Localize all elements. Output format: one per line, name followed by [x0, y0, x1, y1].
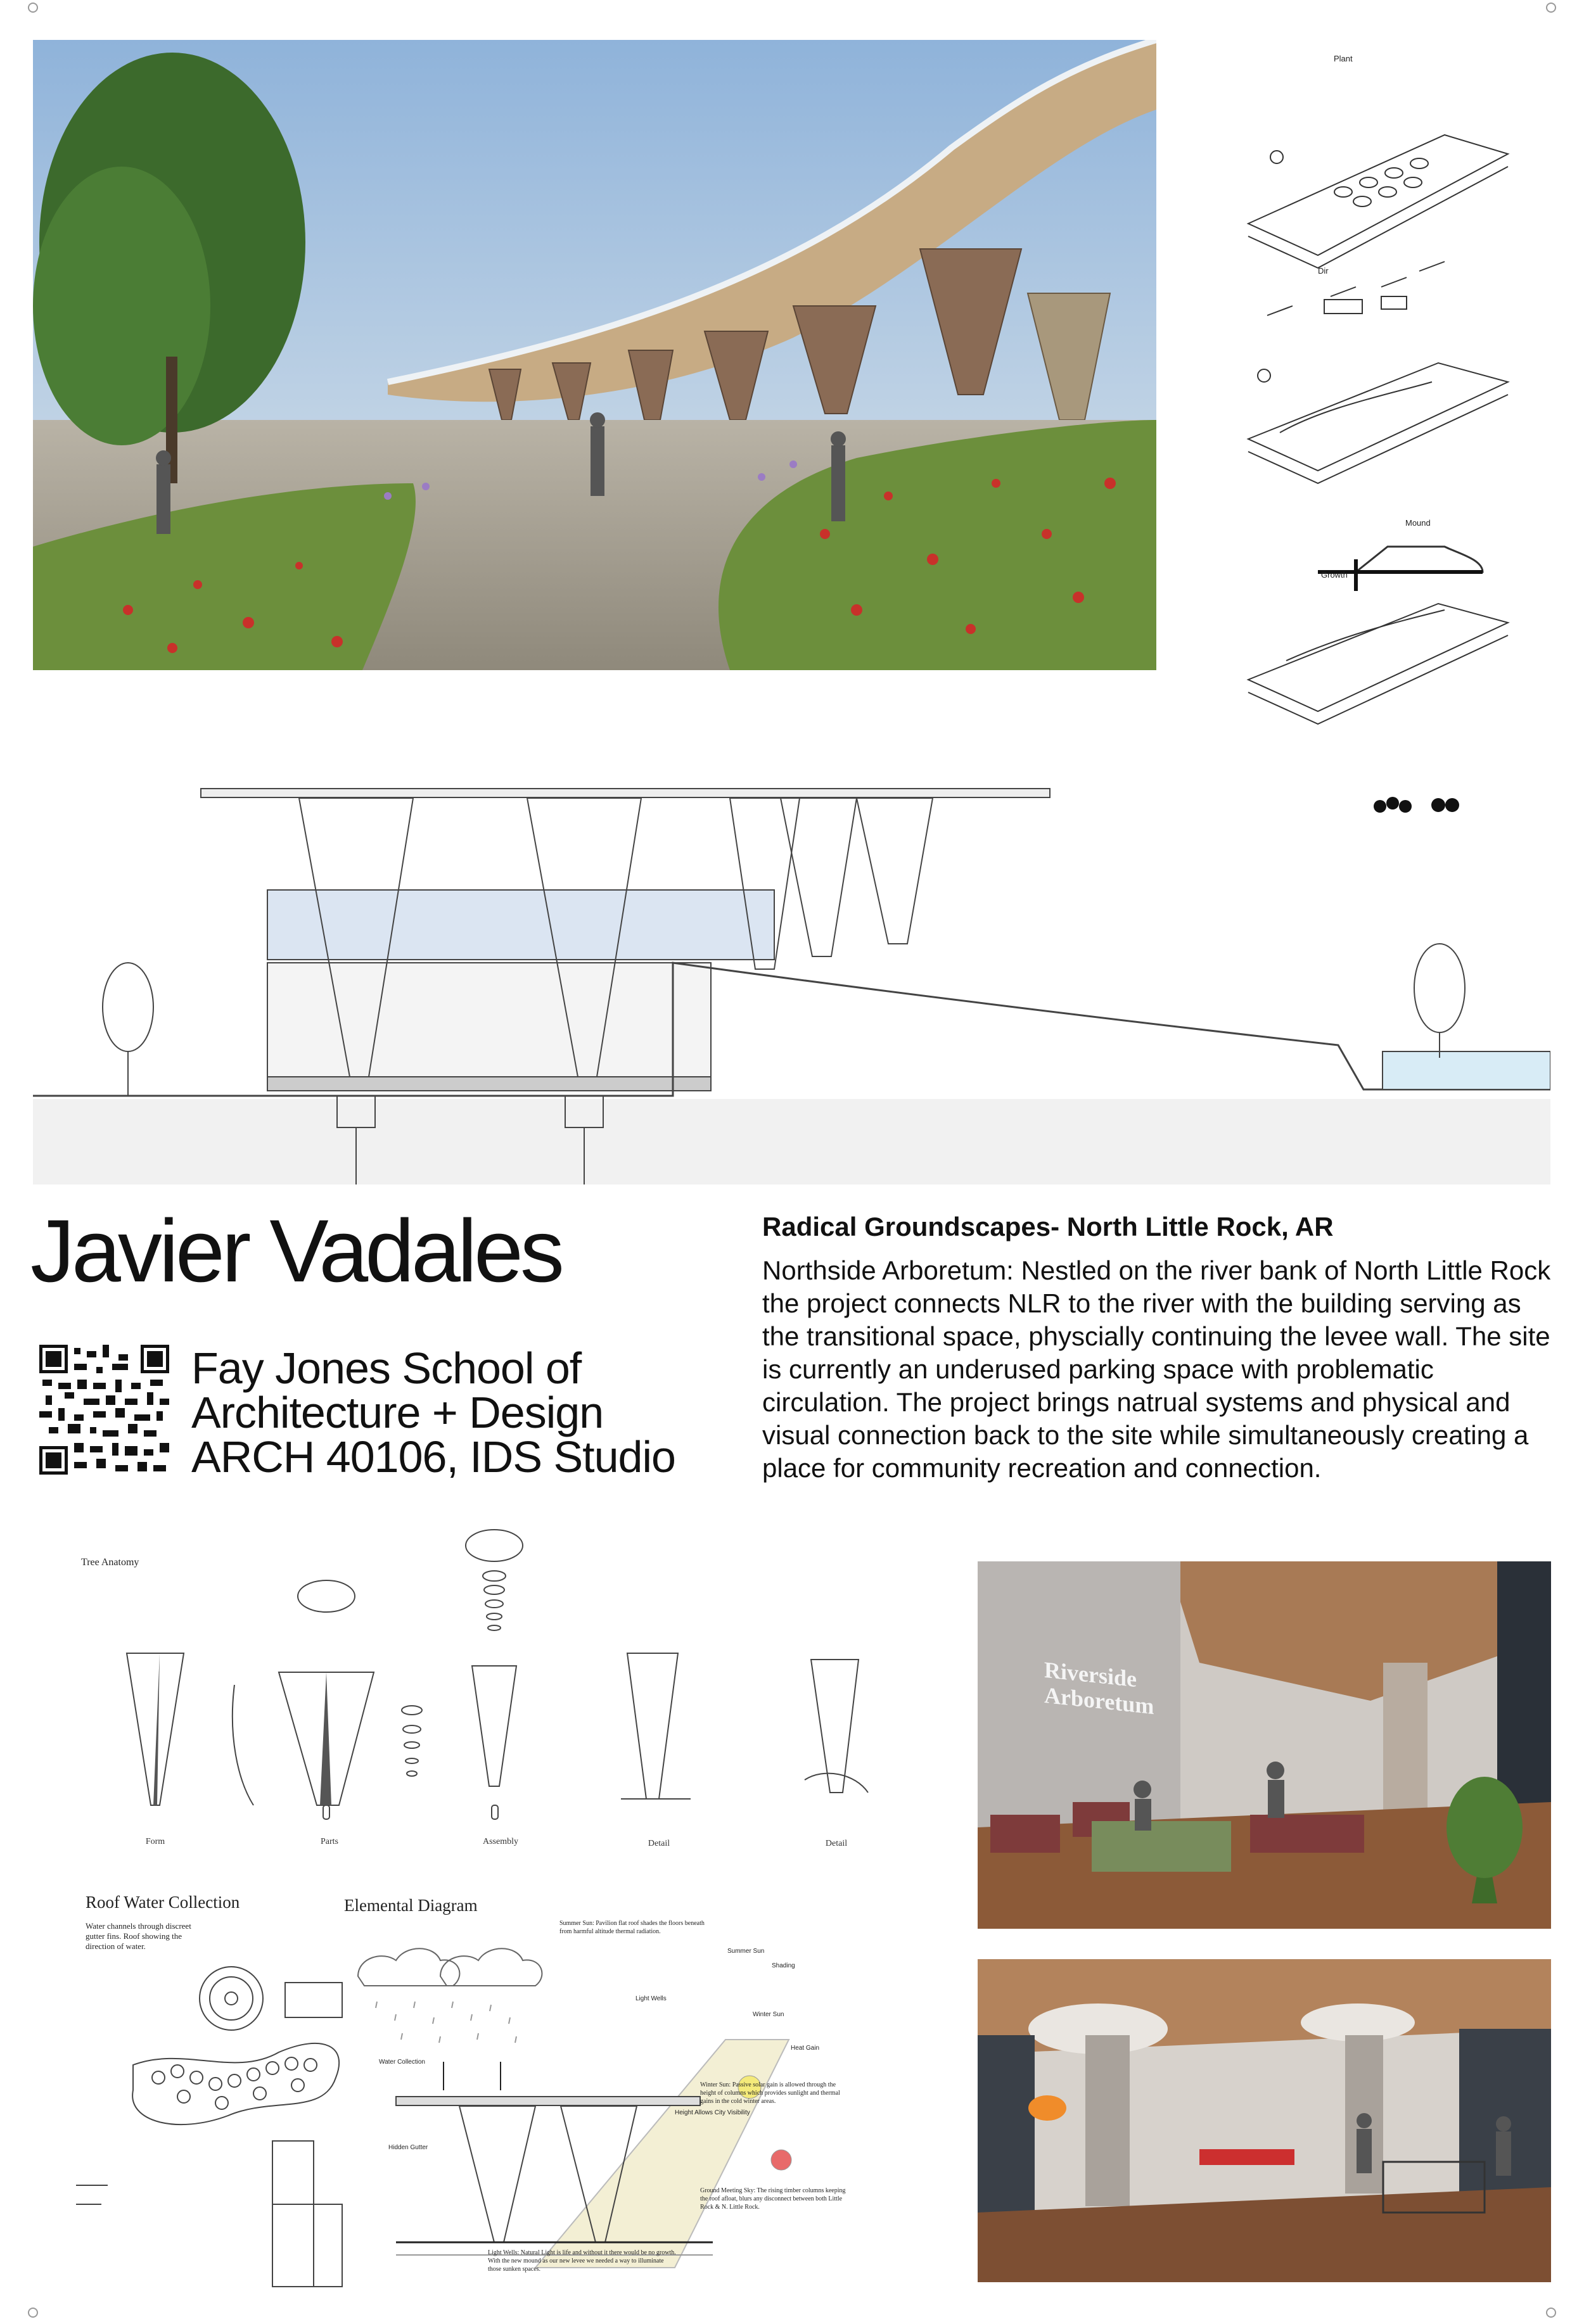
- ground-note: Ground Meeting Sky: The rising timber columns keeping the roof afloat, blurs any disconnect between both Little Rock & N. Little Rock.: [700, 2187, 846, 2211]
- mound-label: Mound: [1405, 518, 1431, 528]
- plant-label: Plant: [1334, 54, 1353, 63]
- winter-note: Winter Sun: Passive solar gain is allowed through the height of columns which provides sunlight and thermal gains in the cold winter areas.: [700, 2081, 840, 2105]
- anatomy-label-parts: Parts: [321, 1837, 338, 1846]
- roof-water-title: Roof Water Collection: [86, 1893, 240, 1912]
- summer-note-text: Pavilion flat roof shades the floors beneath from harmful altitude thermal radiation.: [559, 1920, 705, 1935]
- school-line-3: ARCH 40106, IDS Studio: [191, 1432, 675, 1482]
- tree-anatomy-diagram: [120, 1527, 900, 1824]
- anatomy-label-detail: Detail: [648, 1839, 670, 1848]
- registration-mark: [1546, 3, 1556, 13]
- elemental-title: Elemental Diagram: [344, 1896, 478, 1915]
- winter-sun-label: Winter Sun: [753, 2011, 784, 2018]
- interior-rendering-hall: [978, 1959, 1551, 2282]
- summer-note-title: Summer Sun:: [559, 1920, 594, 1927]
- interior-sign-line-1: Riverside: [1044, 1656, 1137, 1692]
- light-wells-label: Light Wells: [636, 1995, 667, 2002]
- summer-note: [559, 1919, 712, 1936]
- axonometric-diagrams: [1229, 78, 1559, 819]
- growth-label: Growth: [1321, 570, 1348, 580]
- registration-mark: [28, 3, 38, 13]
- summer-sun-label: Summer Sun: [727, 1948, 765, 1955]
- dir-label: Dir: [1318, 266, 1329, 276]
- tree-anatomy-title: Tree Anatomy: [81, 1557, 139, 1568]
- interior-rendering-lobby: [978, 1561, 1551, 1929]
- roof-water-text: Water channels through discreet gutter fins. Roof showing the direction of water.: [86, 1921, 191, 1951]
- project-description: Northside Arboretum: Nestled on the river bank of North Little Rock the project connects NLR to the river with the building serving as the transitional space, physcially continuing the levee wall. The site is currently an underused parking space with problematic circulation. The project brings natrual systems and physical and visual connection back to the site while simultaneously creating a place for community recreation and connection.: [762, 1255, 1551, 1483]
- interior-sign-line-2: Arboretum: [1044, 1682, 1154, 1720]
- author-name: Javier Vadales: [30, 1201, 561, 1300]
- heat-gain-label: Heat Gain: [791, 2045, 820, 2052]
- registration-mark: [28, 2308, 38, 2318]
- project-title: Radical Groundscapes- North Little Rock, AR: [762, 1212, 1334, 1241]
- light-wells-note: Light Wells: Natural Light is life and without it there would be no growth. With the new mound as our new levee we needed a way to illuminate those sunken spaces.: [488, 2249, 676, 2273]
- water-collection-label: Water Collection: [379, 2059, 425, 2066]
- height-visibility-label: Height Allows City Visibility: [675, 2109, 750, 2116]
- section-drawing: [33, 779, 1550, 1184]
- anatomy-label-detail-2: Detail: [825, 1839, 848, 1848]
- school-info: [191, 1343, 675, 1482]
- qr-code[interactable]: [39, 1345, 169, 1475]
- hidden-gutter-label: Hidden Gutter: [388, 2144, 428, 2151]
- school-line-2: Architecture + Design: [191, 1388, 604, 1437]
- school-line-1: Fay Jones School of: [191, 1343, 582, 1393]
- registration-mark: [1546, 2308, 1556, 2318]
- anatomy-label-assembly: Assembly: [483, 1837, 518, 1846]
- roof-water-diagram: [70, 1951, 355, 2306]
- anatomy-label-form: Form: [145, 1837, 165, 1846]
- exterior-rendering: [33, 40, 1156, 670]
- shading-label: Shading: [772, 1962, 795, 1969]
- concept-diagram-column: [1229, 40, 1559, 819]
